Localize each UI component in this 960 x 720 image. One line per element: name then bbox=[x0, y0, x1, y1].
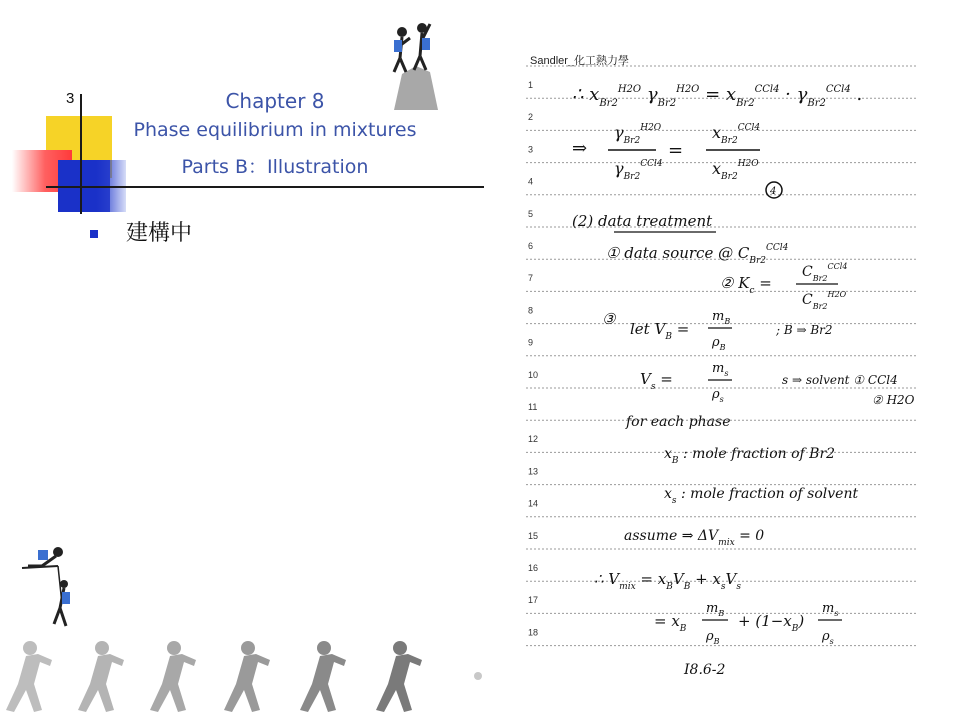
svg-text:① data source @ CBr2CCl4: ① data source @ $C_{Br2}^{CCl4}$ bbox=[606, 243, 789, 266]
svg-text:② Kc =: ② $K_c$ = bbox=[720, 274, 772, 296]
handwritten-notes-page bbox=[506, 14, 936, 690]
svg-text:xs : mole fraction of solvent: $x_s$ : mole fraction of solvent bbox=[664, 486, 859, 506]
handwritten-data-treatment: (2) data treatment bbox=[572, 212, 713, 230]
line-number: 8 bbox=[528, 305, 534, 316]
line-number: 7 bbox=[528, 273, 534, 284]
svg-text:CBr2CCl4: $C_{Br2}^{CCl4}$ bbox=[802, 262, 848, 283]
line-number: 1 bbox=[528, 80, 534, 90]
notes-header: Sandler_化工熱力學 bbox=[530, 55, 630, 67]
line-number: 5 bbox=[528, 208, 534, 219]
svg-text:∴ Vmix = xBVB + xsVs: ∴ $V_{mix} = x_BV_B + x_sV_s$ bbox=[594, 570, 741, 592]
svg-text:ρB: $\rho_B$ bbox=[706, 629, 720, 646]
svg-text:γBr2CCl4: $\gamma_{Br2}^{CCl4}$ bbox=[614, 159, 663, 182]
decorative-vertical-line bbox=[80, 94, 82, 214]
svg-text:mB: $m_B$ bbox=[706, 601, 725, 618]
svg-text:let VB =: let $V_B$ = bbox=[630, 320, 690, 342]
svg-text:xBr2CCl4: $x_{Br2}^{CCl4}$ bbox=[712, 123, 761, 146]
line-number: 9 bbox=[528, 337, 534, 348]
line-number: 12 bbox=[528, 434, 539, 445]
line-number: 3 bbox=[528, 144, 534, 155]
climbers-illustration-left bbox=[18, 544, 88, 634]
handwritten-line-1: ∴ $x_{Br2}^{H2O}$ $\gamma_{Br2}^{H2O} = x_{Br2}^{CCl4} \cdot \gamma_{Br2}^{CCl4}$ . bbox=[572, 84, 863, 109]
handwritten-line-3: ⇒ bbox=[572, 138, 588, 159]
svg-text:assume ⇒ ΔVmix = 0: assume ⇒ $\Delta V_{mix} = 0$ bbox=[624, 528, 765, 548]
svg-text:CBr2H2O: $C_{Br2}^{H2O}$ bbox=[802, 290, 847, 311]
line-number: 18 bbox=[528, 627, 539, 638]
line-number: 17 bbox=[528, 595, 539, 606]
slide-title: Chapter 8 bbox=[225, 89, 325, 113]
svg-text:for each phase: for each phase bbox=[626, 414, 731, 430]
line-number: 13 bbox=[528, 466, 539, 477]
bullet-text: 建構中 bbox=[126, 221, 193, 246]
svg-text:= xB: = $x_B$ bbox=[654, 612, 687, 634]
svg-text:ρs: $\rho_s$ bbox=[712, 387, 724, 404]
running-figures-decoration bbox=[0, 636, 500, 720]
svg-text:ms: $m_s$ bbox=[822, 601, 839, 618]
svg-text:γBr2H2O: $\gamma_{Br2}^{H2O}$ bbox=[614, 123, 662, 146]
svg-text:Vs =: $V_s$ = bbox=[640, 370, 673, 392]
svg-text:mB: $m_B$ bbox=[712, 309, 731, 326]
svg-text:③: ③ bbox=[602, 310, 616, 328]
svg-text:s ⇒ solvent ① CCl4: s ⇒ solvent ① CCl4 bbox=[782, 373, 898, 387]
svg-text:② H2O: ② H2O bbox=[872, 393, 915, 407]
line-number: 2 bbox=[528, 112, 534, 123]
svg-text:; B ⇒ Br2: ; B ⇒ Br2 bbox=[776, 323, 833, 337]
line-number: 6 bbox=[528, 241, 534, 251]
svg-text:ms: $m_s$ bbox=[712, 361, 729, 378]
svg-text:4: 4 bbox=[770, 186, 777, 197]
line-number: 16 bbox=[528, 563, 539, 573]
slide-subtitle-part: Parts B：Illustration bbox=[181, 156, 369, 178]
climbers-illustration bbox=[380, 14, 450, 110]
bullet-marker bbox=[90, 230, 98, 238]
svg-text:xB : mole fraction of Br2: $x_B$ : mole fraction of Br2 bbox=[664, 446, 836, 466]
svg-text:ρs: $\rho_s$ bbox=[822, 629, 834, 646]
line-number: 10 bbox=[528, 369, 539, 380]
svg-text:xBr2H2O: $x_{Br2}^{H2O}$ bbox=[712, 159, 759, 182]
notes-footer: I8.6-2 bbox=[684, 662, 726, 678]
svg-text:+ (1−xB): + $(1-x_B)$ bbox=[738, 612, 805, 634]
svg-text:=: = bbox=[668, 140, 684, 161]
notes-lined-paper bbox=[506, 14, 936, 690]
line-number: 11 bbox=[528, 402, 538, 412]
svg-text:ρB: $\rho_B$ bbox=[712, 335, 726, 352]
slide-number: 3 bbox=[66, 90, 75, 107]
title-divider-line bbox=[46, 186, 484, 188]
slide-subtitle: Phase equilibrium in mixtures bbox=[133, 119, 417, 141]
line-number: 4 bbox=[528, 176, 534, 187]
line-number: 14 bbox=[528, 498, 539, 509]
line-number: 15 bbox=[528, 530, 539, 541]
